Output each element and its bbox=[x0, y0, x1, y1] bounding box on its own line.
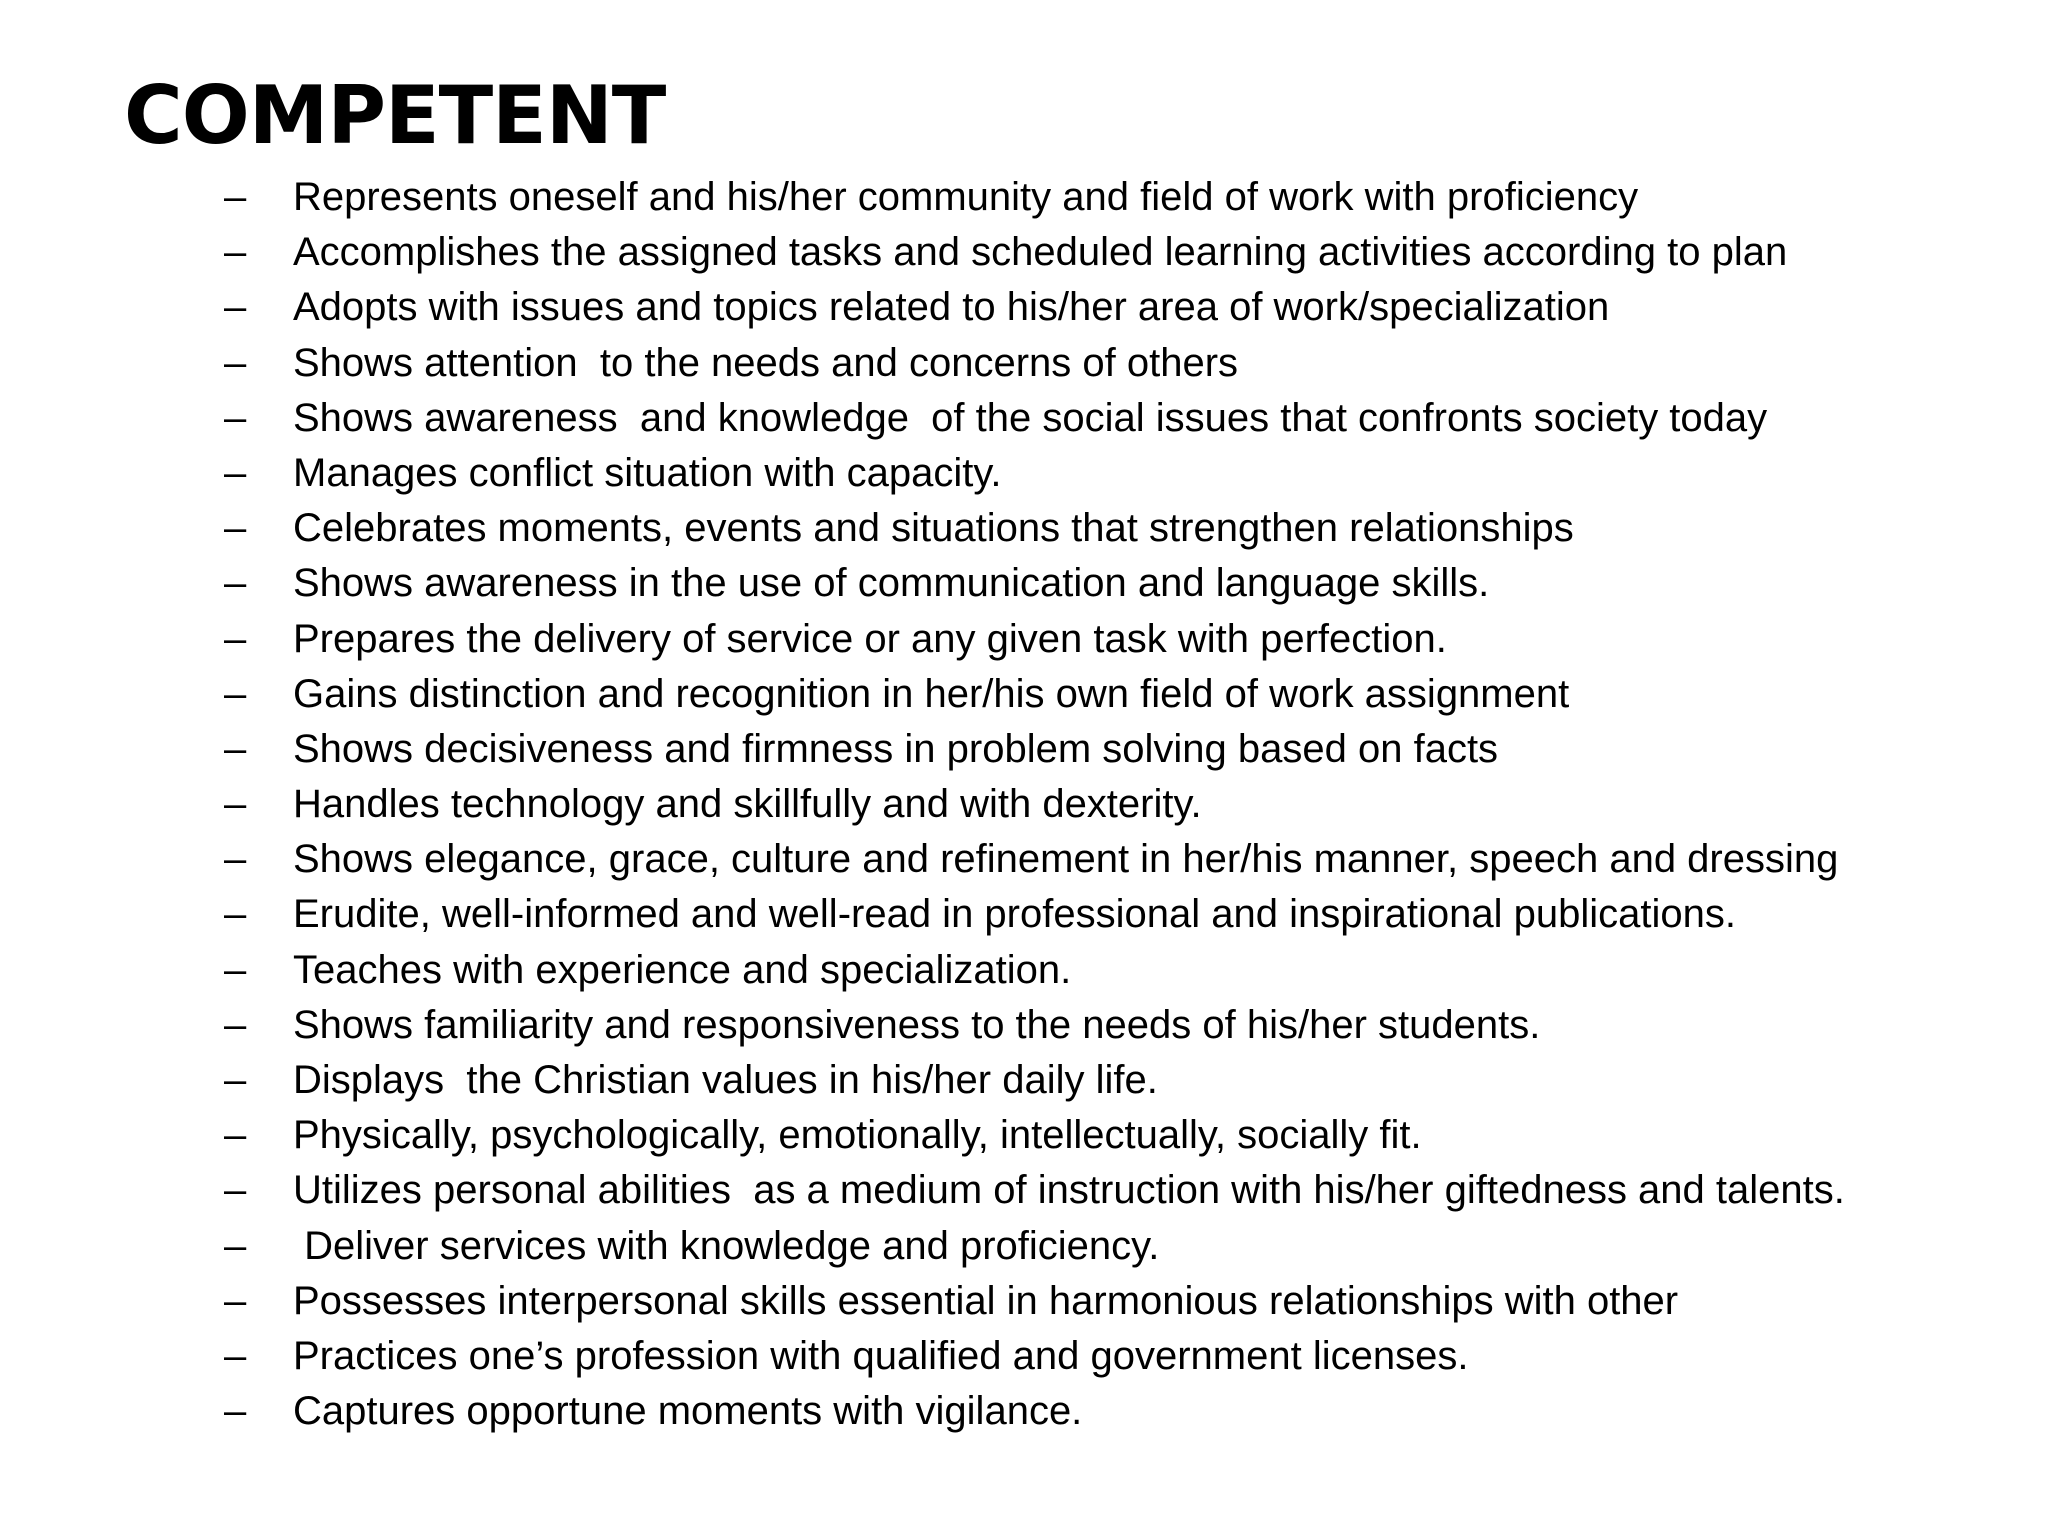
list-item-text: Displays the Christian values in his/her daily life. bbox=[293, 1058, 1158, 1102]
list-item-text: Adopts with issues and topics related to his/her area of work/specialization bbox=[293, 285, 1610, 330]
list-item-text: Gains distinction and recognition in her/his own field of work assignment bbox=[293, 671, 1570, 716]
dash-bullet-icon: – bbox=[224, 1058, 247, 1102]
list-item-text: Physically, psychologically, emotionally, intellectually, socially fit. bbox=[293, 1113, 1422, 1158]
list-item-text: Practices one’s profession with qualified and government licenses. bbox=[293, 1333, 1469, 1378]
dash-bullet-icon: – bbox=[224, 1389, 247, 1434]
list-item-text: Teaches with experience and specialization. bbox=[293, 947, 1072, 992]
list-item-text: Utilizes personal abilities as a medium of instruction with his/her giftedness and talents. bbox=[293, 1168, 1845, 1213]
dash-bullet-icon: – bbox=[224, 892, 247, 937]
list-item-text: Shows familiarity and responsiveness to the needs of his/her students. bbox=[293, 1002, 1541, 1047]
list-item-text: Accomplishes the assigned tasks and scheduled learning activities according to plan bbox=[293, 230, 1788, 275]
list-item-text: Erudite, well-informed and well-read in professional and inspirational publications. bbox=[293, 892, 1737, 937]
dash-bullet-icon: – bbox=[224, 340, 247, 385]
list-item-text: Shows elegance, grace, culture and refinement in her/his manner, speech and dressing bbox=[293, 837, 1839, 882]
dash-bullet-icon: – bbox=[224, 175, 247, 219]
list-item-text: Prepares the delivery of service or any given task with perfection. bbox=[293, 616, 1447, 661]
list-item-text: Represents oneself and his/her community and field of work with proficiency bbox=[293, 175, 1639, 219]
dash-bullet-icon: – bbox=[224, 1168, 247, 1213]
list-item-text: Shows awareness in the use of communication and language skills. bbox=[293, 561, 1490, 606]
dash-bullet-icon: – bbox=[224, 230, 247, 275]
list-item-text: Shows awareness and knowledge of the social issues that confronts society today bbox=[293, 395, 1768, 440]
dash-bullet-icon: – bbox=[224, 506, 247, 551]
dash-bullet-icon: – bbox=[224, 837, 247, 882]
list-item-text: Manages conflict situation with capacity. bbox=[293, 450, 1002, 495]
list-item-text: Celebrates moments, events and situations that strengthen relationships bbox=[293, 506, 1574, 551]
dash-bullet-icon: – bbox=[224, 1278, 247, 1323]
dash-bullet-icon: – bbox=[224, 450, 247, 495]
list-item-text: Shows attention to the needs and concerns of others bbox=[293, 340, 1239, 385]
list-item-text: Shows decisiveness and firmness in problem solving based on facts bbox=[293, 726, 1499, 771]
dash-bullet-icon: – bbox=[224, 1002, 247, 1047]
slide-title: COMPETENT bbox=[124, 69, 666, 162]
dash-bullet-icon: – bbox=[224, 1113, 247, 1158]
list-item-text: Handles technology and skillfully and with dexterity. bbox=[293, 782, 1202, 827]
dash-bullet-icon: – bbox=[224, 1223, 247, 1268]
dash-bullet-icon: – bbox=[224, 947, 247, 992]
dash-bullet-icon: – bbox=[224, 671, 247, 716]
dash-bullet-icon: – bbox=[224, 285, 247, 330]
dash-bullet-icon: – bbox=[224, 395, 247, 440]
list-item-text: Deliver services with knowledge and proficiency. bbox=[293, 1223, 1160, 1268]
list-item-text: Captures opportune moments with vigilance. bbox=[293, 1389, 1083, 1434]
list-item-text: Possesses interpersonal skills essential in harmonious relationships with other bbox=[293, 1278, 1679, 1323]
dash-bullet-icon: – bbox=[224, 726, 247, 771]
dash-bullet-icon: – bbox=[224, 561, 247, 606]
dash-bullet-icon: – bbox=[224, 616, 247, 661]
dash-bullet-icon: – bbox=[224, 1333, 247, 1378]
dash-bullet-icon: – bbox=[224, 782, 247, 827]
